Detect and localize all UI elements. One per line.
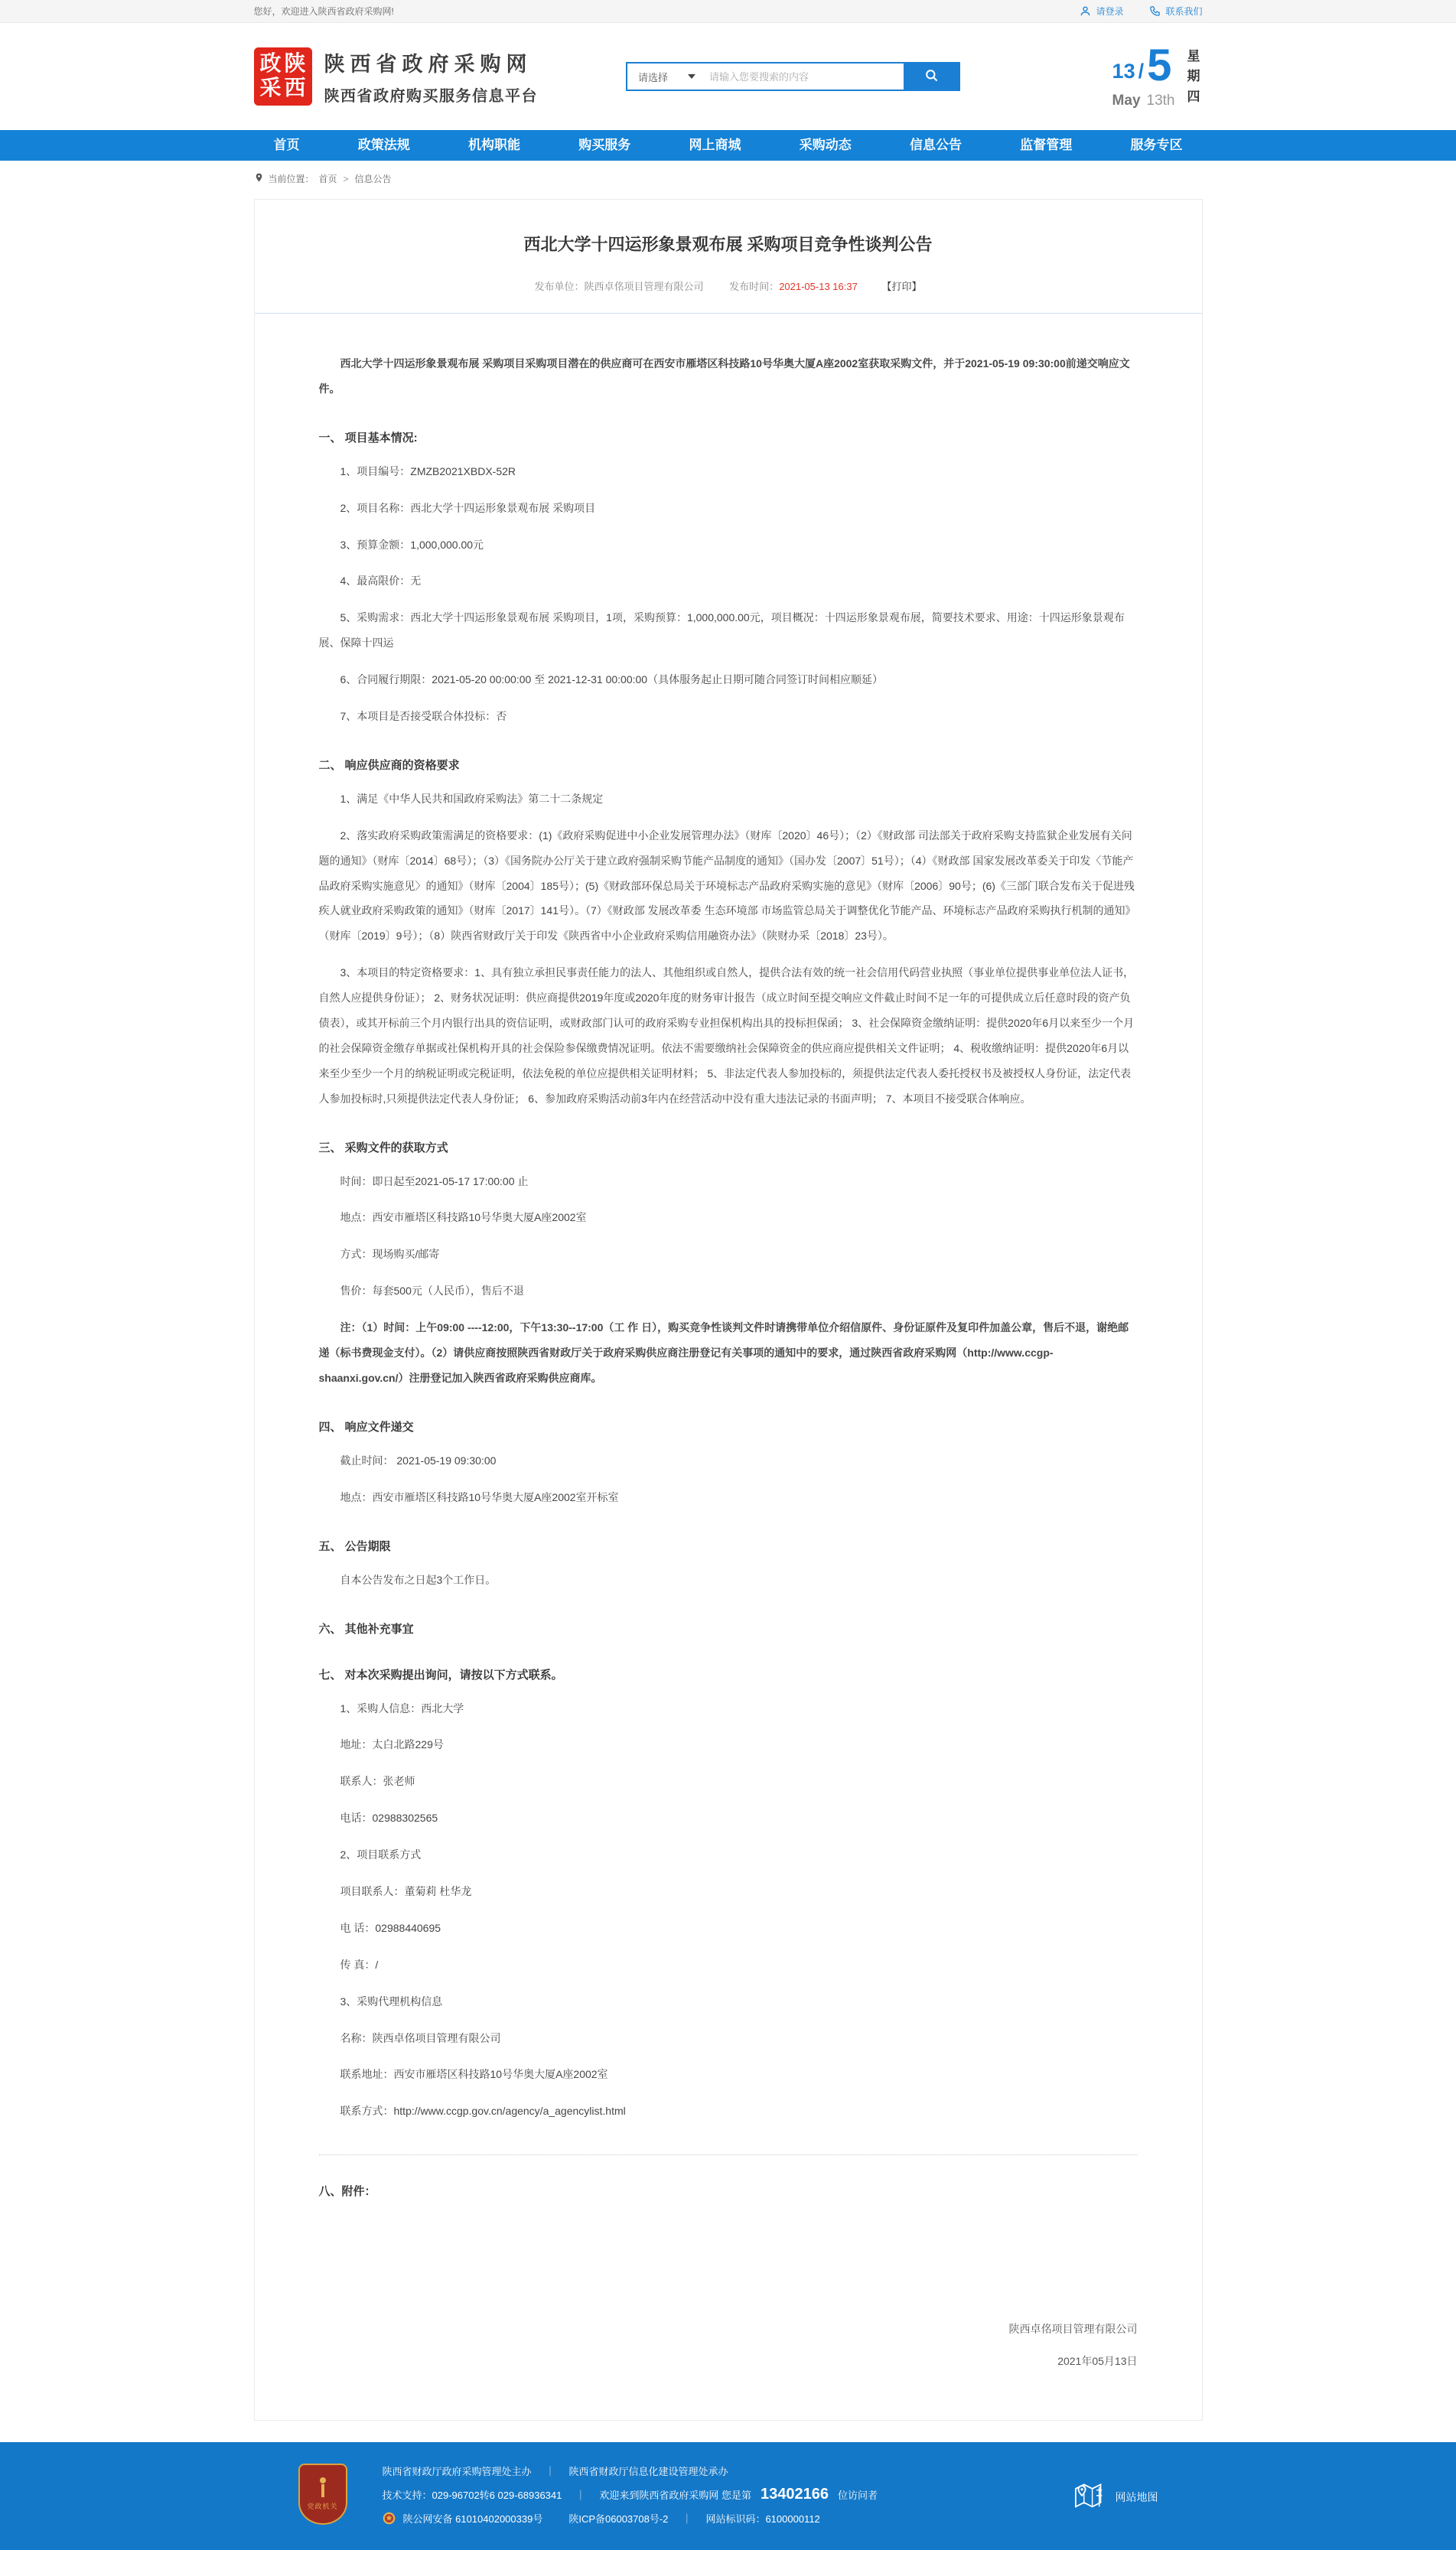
date-weekday: 星期四 bbox=[1187, 49, 1200, 104]
article-paragraph: 5、采购需求：西北大学十四运形象景观布展 采购项目，1项，采购预算：1,000,000.00元，项目概况：十四运形象景观布展，简要技术要求、用途：十四运形象景观布展、保障十四运 bbox=[318, 611, 1125, 650]
gov-badge-icon: 党政机关 bbox=[298, 2464, 347, 2525]
article-paragraph: 传 真：/ bbox=[340, 1958, 379, 1971]
chevron-down-icon bbox=[688, 74, 695, 79]
article-paragraph: 2、落实政府采购政策需满足的资格要求：(1)《政府采购促进中小企业发展管理办法》（财库〔2020〕46号）；（2）《财政部 司法部关于政府采购支持监狱企业发展有关问题的通知》（财库〔2014〕68号）；（3）《国务院办公厅关于建立政府强制采购节能产品制度的通知》（国办发〔2007〕51号）；（4）《财政部 国家发展改革委关于印发〈节能产品政府采购实施意见〉的通知》（财库〔2004〕185号）；(5)《财政部环保总局关于环境标志产品政府采购实施的意见》（财库〔2006〕90号；(6)《三部门联合发布关于促进残疾人就业政府采购政策的通知》（财库〔2017〕141号）。（7）《财政部 发展改革委 生态环境部 市场监管总局关于调整优化节能产品、环境标志产品政府采购执行机制的通知》（财库〔2019〕9号）；（8）陕西省财政厅关于印发《陕西省中小企业政府采购信用融资办法》（陕财办采〔2018〕23号）。 bbox=[318, 829, 1136, 943]
article-paragraph: 2、项目名称：西北大学十四运形象景观布展 采购项目 bbox=[340, 501, 596, 514]
sitemap-link[interactable]: 网站地图 bbox=[1073, 2480, 1158, 2513]
article-paragraph: 截止时间： 2021-05-19 09:30:00 bbox=[340, 1454, 497, 1467]
article-paragraph: 6、合同履行期限：2021-05-20 00:00:00 至 2021-12-31 00:00:00（具体服务起止日期可随合同签订时间相应顺延） bbox=[340, 673, 884, 686]
search-icon bbox=[924, 68, 939, 85]
announcement-card bbox=[254, 199, 1203, 2421]
article-meta: 发布单位：陕西卓佲项目管理有限公司 发布时间：2021-05-13 16:37 【打印】 bbox=[534, 281, 922, 292]
welcome-text: 您好，欢迎进入陕西省政府采购网! bbox=[253, 6, 394, 17]
article-paragraph bbox=[319, 2154, 1138, 2155]
nav-item[interactable]: 政策法规 bbox=[357, 138, 410, 152]
article-paragraph: 方式：现场购买/邮寄 bbox=[340, 1248, 440, 1261]
article-paragraph: 3、本项目的特定资格要求：1、具有独立承担民事责任能力的法人、其他组织或自然人，提供合法有效的统一社会信用代码营业执照（事业单位提供事业单位法人证书，自然人应提供身份证）； 2、财务状况证明：供应商提供2019年度或2020年度的财务审计报告（成立时间至提交响应文件截止时间不足一年的可提供成立后任意时段的资产负债表），或其开标前三个月内银行出具的资信证明，或财政部门认可的政府采购专业担保机构出具的投标担保函； 3、社会保障资金缴纳证明：提供2020年6月以来至少一个月的社会保障资金缴存单据或社保机构开具的社会保险参保缴费情况证明。依法不需要缴纳社会保障资金的供应商应提供相关文件证明； 4、税收缴纳证明：提供2020年6月以来至少至少一个月的纳税证明或完税证明，依法免税的单位应提供相关证明材料； 5、非法定代表人参加投标的，须提供法定代表人委托授权书及被授权人身份证，法定代表人参加投标时,只须提供法定代表人身份证； 6、参加政府采购活动前3年内在经营活动中没有重大违法记录的书面声明； 7、本项目不接受联合体响应。 bbox=[318, 966, 1135, 1105]
article-paragraph: 电 话：02988440695 bbox=[340, 1921, 441, 1934]
article-paragraph: 西北大学十四运形象景观布展 采购项目采购项目潜在的供应商可在西安市雁塔区科技路10号华奥大厦A座2002室获取采购文件，并于2021-05-19 09:30:00前递交响应文件。 bbox=[318, 357, 1130, 395]
date-widget: 13 / 5 May 13th 星期四 bbox=[1112, 44, 1203, 109]
site-header bbox=[0, 23, 1456, 130]
signature-company: 陕西卓佲项目管理有限公司 bbox=[1008, 2323, 1138, 2336]
search-category-select[interactable]: 请选择 bbox=[627, 64, 705, 90]
footer-line-1: 陕西省财政厅政府采购管理处主办 ｜ 陕西省财政厅信息化建设管理处承办 bbox=[382, 2466, 728, 2478]
main-nav bbox=[0, 130, 1456, 161]
login-link[interactable]: 请登录 bbox=[1080, 5, 1123, 18]
phone-icon bbox=[1149, 5, 1161, 17]
article-paragraph: 注：（1）时间：上午09:00 ----12:00，下午13:30--17:00（工 作 日），购买竞争性谈判文件时请携带单位介绍信原件、身份证原件及复印件加盖公章，售后不退，谢绝邮递（标书费现金支付）。（2）请供应商按照陕西省财政厅关于政府采购供应商注册登记有关事项的通知中的要求，通过陕西省政府采购网（http://www.ccgp-shaanxi.gov.cn/）注册登记加入陕西省政府采购供应商库。 bbox=[318, 1321, 1129, 1384]
nav-item[interactable]: 信息公告 bbox=[910, 138, 962, 152]
nav-item[interactable]: 监督管理 bbox=[1020, 138, 1073, 152]
article-paragraph: 1、满足《中华人民共和国政府采购法》第二十二条规定 bbox=[340, 792, 604, 805]
user-icon bbox=[1080, 5, 1091, 17]
article-paragraph: 一、 项目基本情况: bbox=[318, 431, 418, 445]
article-paragraph: 联系人：张老师 bbox=[340, 1775, 415, 1788]
breadcrumb-home[interactable]: 首页 bbox=[318, 174, 337, 184]
date-ordinal: 13th bbox=[1146, 93, 1175, 109]
article-paragraph: 地点：西安市雁塔区科技路10号华奥大厦A座2002室 bbox=[340, 1211, 587, 1224]
date-month-name: May bbox=[1112, 93, 1141, 109]
article-paragraph: 3、采购代理机构信息 bbox=[340, 1995, 443, 2008]
article-paragraph: 三、 采购文件的获取方式 bbox=[318, 1141, 448, 1155]
article-paragraph: 1、项目编号：ZMZB2021XBDX-52R bbox=[340, 464, 516, 477]
breadcrumb-bar bbox=[0, 161, 1456, 199]
date-day: 13 bbox=[1112, 60, 1135, 83]
police-badge-icon bbox=[383, 2512, 396, 2525]
location-pin-icon bbox=[254, 172, 264, 185]
print-button[interactable]: 【打印】 bbox=[881, 281, 922, 292]
icp-record[interactable]: 陕ICP备06003708号-2 bbox=[568, 2513, 669, 2526]
article-paragraph: 2、项目联系方式 bbox=[340, 1848, 422, 1861]
date-month: 5 bbox=[1147, 41, 1172, 90]
nav-item[interactable]: 购买服务 bbox=[578, 138, 631, 152]
publisher-name: 陕西卓佲项目管理有限公司 bbox=[584, 281, 704, 292]
article-paragraph: 六、 其他补充事宜 bbox=[318, 1622, 414, 1636]
article-body bbox=[255, 314, 1202, 2253]
contact-link[interactable]: 联系我们 bbox=[1149, 5, 1202, 18]
search-box bbox=[626, 62, 960, 91]
article-paragraph: 售价：每套500元（人民币），售后不退 bbox=[340, 1285, 524, 1298]
site-title: 陕西省政府采购网 bbox=[324, 53, 533, 76]
article-paragraph: 五、 公告期限 bbox=[318, 1539, 391, 1553]
article-paragraph: 4、最高限价：无 bbox=[340, 575, 422, 588]
psb-record[interactable]: 陕公网安备 61010402000339号 bbox=[402, 2513, 543, 2526]
article-paragraph: 地址：太白北路229号 bbox=[340, 1738, 444, 1751]
article-paragraph: 二、 响应供应商的资格要求 bbox=[318, 758, 460, 772]
site-logo[interactable] bbox=[254, 47, 539, 106]
signature-date: 2021年05月13日 bbox=[1057, 2355, 1138, 2368]
site-subtitle: 陕西省政府购买服务信息平台 bbox=[324, 88, 538, 105]
article-paragraph: 时间：即日起至2021-05-17 17:00:00 止 bbox=[340, 1174, 529, 1187]
article-paragraph: 四、 响应文件递交 bbox=[318, 1420, 414, 1434]
article-paragraph: 七、 对本次采购提出询问，请按以下方式联系。 bbox=[318, 1668, 563, 1682]
visitor-count: 13402166 bbox=[761, 2486, 829, 2503]
logo-seal-char: 采 bbox=[259, 77, 282, 100]
article-paragraph: 7、本项目是否接受联合体投标：否 bbox=[340, 710, 507, 723]
page-title: 西北大学十四运形象景观布展 采购项目竞争性谈判公告 bbox=[523, 235, 933, 254]
article-paragraph: 联系地址：西安市雁塔区科技路10号华奥大厦A座2002室 bbox=[340, 2068, 608, 2081]
article-paragraph: 项目联系人：董菊莉 杜华龙 bbox=[340, 1884, 472, 1897]
logo-seal-char: 陕 bbox=[284, 52, 306, 76]
article-paragraph: 名称：陕西卓佲项目管理有限公司 bbox=[340, 2031, 501, 2044]
search-button[interactable] bbox=[904, 64, 959, 90]
logo-seal-icon bbox=[254, 47, 312, 106]
publish-time: 2021-05-13 16:37 bbox=[779, 281, 858, 292]
top-bar bbox=[0, 0, 1456, 23]
search-input[interactable] bbox=[705, 64, 904, 90]
article-paragraph: 3、预算金额：1,000,000.00元 bbox=[340, 538, 484, 551]
nav-item[interactable]: 机构职能 bbox=[468, 138, 520, 152]
article-paragraph: 自本公告发布之日起3个工作日。 bbox=[340, 1573, 497, 1586]
article-paragraph: 联系方式：http://www.ccgp.gov.cn/agency/a_agencylist.html bbox=[340, 2105, 626, 2118]
footer-line-2: 技术支持：029-96702转6 029-68936341 ｜ 欢迎来到陕西省政府采购网 您是第 13402166 位访问者 bbox=[382, 2486, 878, 2503]
site-footer bbox=[0, 2442, 1456, 2550]
nav-item[interactable]: 采购动态 bbox=[799, 138, 852, 152]
signature-block bbox=[319, 2313, 1138, 2377]
sitemap-map-icon bbox=[1073, 2480, 1106, 2513]
nav-item[interactable]: 服务专区 bbox=[1130, 138, 1183, 152]
article-paragraph: 地点：西安市雁塔区科技路10号华奥大厦A座2002室开标室 bbox=[340, 1490, 619, 1503]
nav-item[interactable]: 首页 bbox=[273, 138, 300, 152]
article-paragraph: 八、附件： bbox=[318, 2185, 376, 2199]
article-paragraph: 1、采购人信息：西北大学 bbox=[340, 1702, 464, 1715]
nav-item[interactable]: 网上商城 bbox=[689, 138, 741, 152]
footer-line-3: 陕公网安备 61010402000339号 陕ICP备06003708号-2 ｜ 网站标识码：6100000112 bbox=[383, 2506, 878, 2530]
logo-seal-char: 政 bbox=[259, 52, 282, 76]
logo-seal-char: 西 bbox=[284, 77, 306, 100]
breadcrumb-current[interactable]: 信息公告 bbox=[354, 174, 392, 184]
article-paragraph: 电话：02988302565 bbox=[340, 1812, 438, 1825]
breadcrumb: 当前位置： 首页 > 信息公告 bbox=[254, 172, 1203, 185]
